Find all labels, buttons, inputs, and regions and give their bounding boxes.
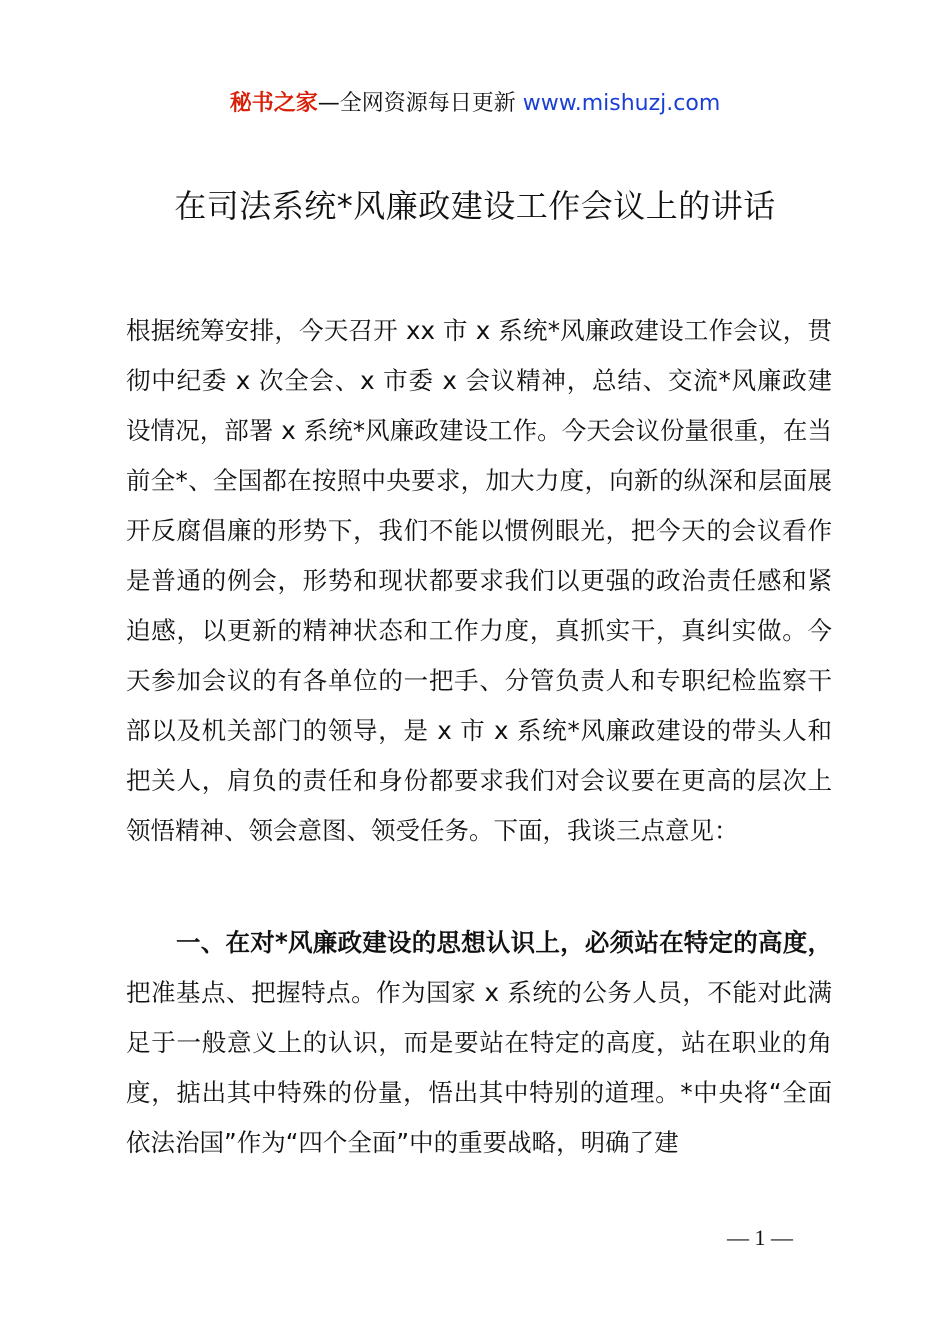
- page-number: — 1 —: [727, 1225, 793, 1250]
- document-title: 在司法系统*风廉政建设工作会议上的讲话: [174, 187, 776, 225]
- header-slogan: —全网资源每日更新: [317, 91, 523, 116]
- body-paragraph-2: [126, 918, 832, 1168]
- body-paragraph-1: 根据统筹安排，今天召开 xx 市 x 系统*风廉政建设工作会议，贯彻中纪委 x 次全会、x 市委 x 会议精神，总结、交流*风廉政建设情况，部署 x 系统*风廉政建设工作。今天会议份量很重，在当前全*、全国都在按照中央要求，加大力度，向新的纵深和层面展开反腐倡廉的形势下，我们不能以惯例眼光，把今天的会议看作是普通的例会，形势和现状都要求我们以更强的政治责任感和紧迫感，以更新的精神状态和工作力度，真抓实干，真纠实做。今天参加会议的有各单位的一把手、分管负责人和专职纪检监察干部以及机关部门的领导，是 x 市 x 系统*风廉政建设的带头人和把关人，肩负的责任和身份都要求我们对会议要在更高的层次上领悟精神、领会意图、领受任务。下面，我谈三点意见：: [126, 316, 832, 845]
- section-heading-1: 一、在对*风廉政建设的思想认识上，必须站在特定的高度，: [176, 928, 832, 957]
- site-url-link[interactable]: www.mishuzj.com: [522, 91, 721, 116]
- site-header: [0, 88, 950, 120]
- body-paragraph-2-text: 把准基点、把握特点。作为国家 x 系统的公务人员，不能对此满足于一般意义上的认识，而是要站在特定的高度，站在职业的角度，掂出其中特殊的份量，悟出其中特别的道理。*中央将“全面依法治国”作为“四个全面”中的重要战略，明确了建: [126, 978, 832, 1157]
- brand-name: 秘书之家: [229, 91, 318, 116]
